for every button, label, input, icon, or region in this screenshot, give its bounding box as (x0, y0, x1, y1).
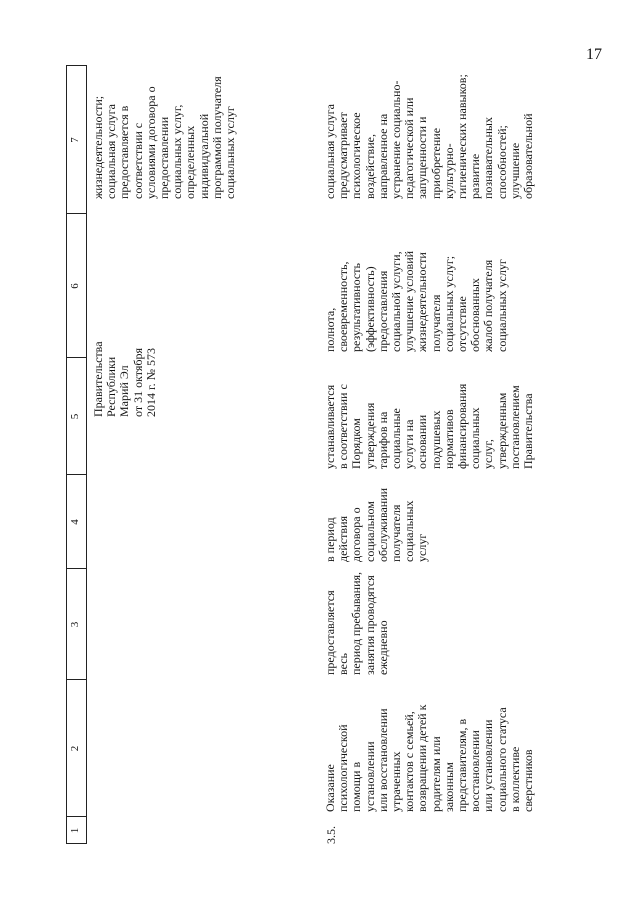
column-header-6: 6 (69, 283, 81, 289)
row-3-5-tariff: устанавливается в соответствии с Порядком утверждения тарифов на социальные услуги на основании подушевых нормативов финансирования социальных услуг, утвержденным постановлением Правительства (323, 383, 536, 469)
continued-row-col7: жизнедеятельности; социальная услуга предоставляется в соответствии с условиями договора о предоставлении социальных услуг, определенных индивидуальной программой получателя социальных услуг (91, 76, 238, 199)
row-3-5-term: в период действия договора о социальном обслуживании получателя социальных услуг (323, 487, 430, 562)
continued-row-col5: Правительства Республики Марий Эл от 31 октября 2014 г. № 573 (91, 341, 158, 417)
header-row-bottom-border (86, 65, 87, 844)
row-number: 3.5. (324, 826, 338, 844)
row-3-5-quality-indicators: полнота, своевременность, результативность (эффективность) предоставления социальной услуги, улучшение условий жизнедеятельности получателя социальных услуг; отсутствие обоснованных жалоб получателя социальных услуг (323, 250, 509, 352)
row-3-5-periodicity: предоставляется весь период пребывания, занятия проводятся ежедневно (323, 571, 390, 675)
column-header-3: 3 (69, 621, 81, 628)
column-header-4: 4 (69, 519, 81, 525)
table-top-border (66, 65, 67, 844)
column-header-7: 7 (69, 137, 81, 143)
column-header-5: 5 (69, 413, 81, 420)
row-3-5-conditions: социальная услуга предусматривает психологическое воздействие, направленное на устранение социально- педагогической или запущенности и приобретение культурно- гигиенических навыков; развитие познавательных способностей; улучшение образовательной (323, 74, 536, 199)
page-number: 17 (586, 46, 602, 63)
rotated-table (66, 65, 566, 852)
row-3-5-service-name: Оказание психологической помощи в установлении или восстановлении утраченных контактов с семьей, возвращении детей к родителям или законным представителям, в восстановлении или установлении социального статуса в коллективе сверстников (323, 704, 536, 812)
column-header-2: 2 (69, 745, 81, 752)
column-header-1: 1 (69, 827, 81, 834)
